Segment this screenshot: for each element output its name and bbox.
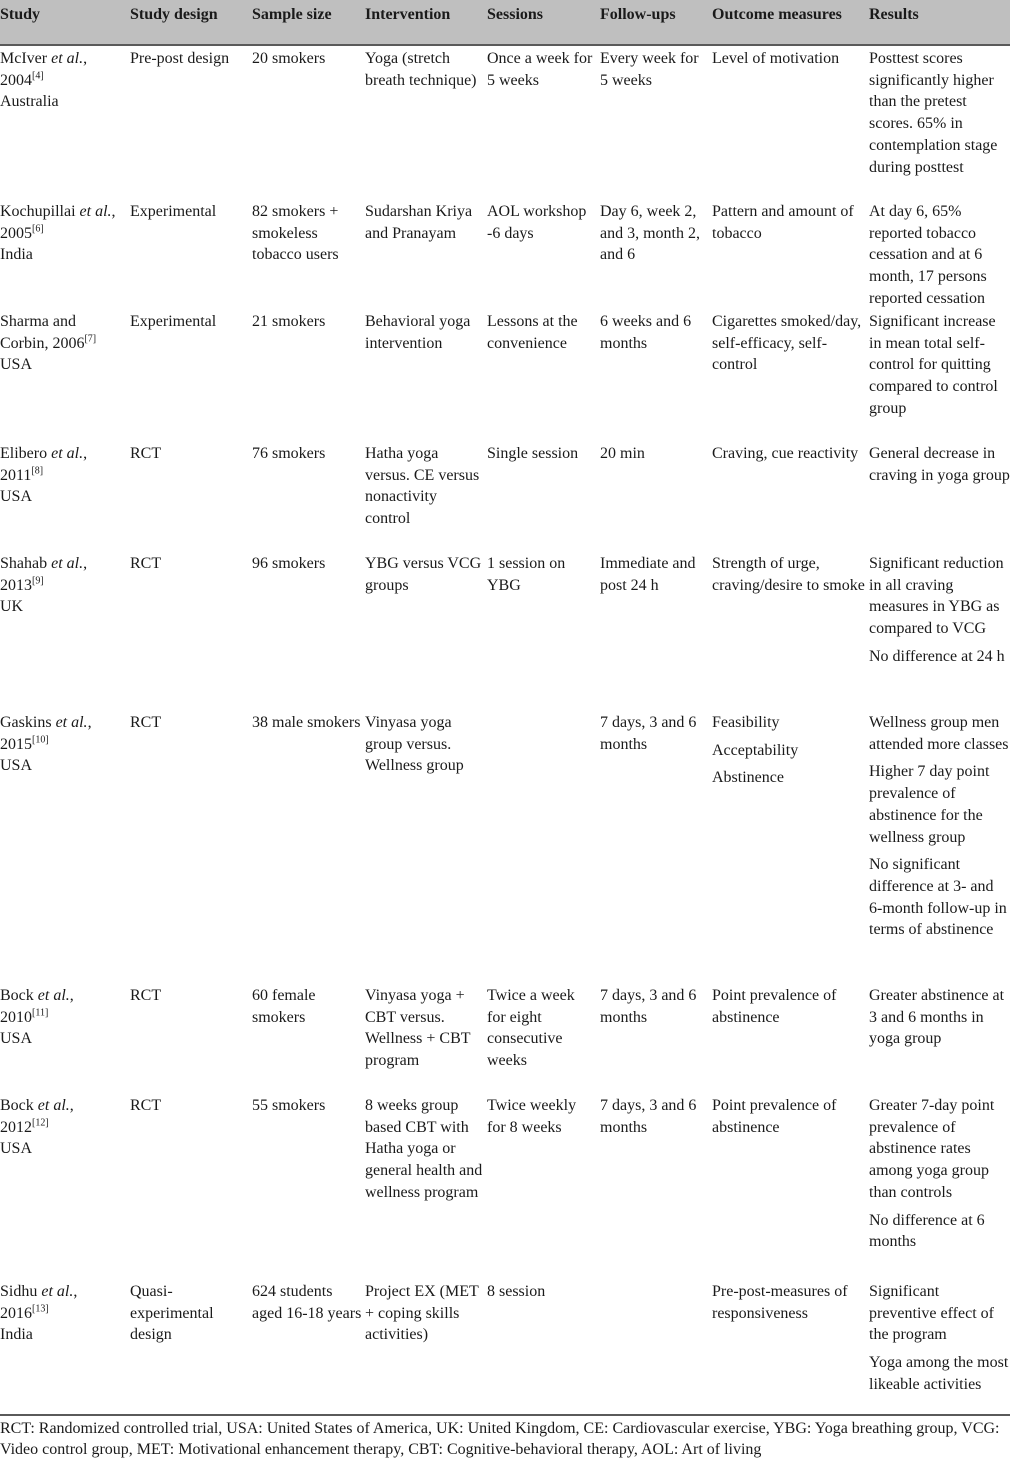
study-author bbox=[0, 48, 126, 91]
study-cell bbox=[0, 553, 126, 618]
reference-number: [11] bbox=[32, 1007, 49, 1019]
outcome-item: Level of motivation bbox=[712, 50, 840, 67]
outcome-item: Cigarettes smoked/day, self-efficacy, self-control bbox=[712, 313, 862, 374]
intervention-cell: Project EX (MET + coping skills activities) bbox=[365, 1283, 479, 1344]
result-item: Wellness group men attended more classes bbox=[869, 714, 1009, 753]
sample-size-cell: 38 male smokers bbox=[252, 714, 361, 731]
author-name: McIver bbox=[0, 50, 52, 67]
outcome-item: Point prevalence of abstinence bbox=[712, 1097, 837, 1136]
outcome-measures-cell bbox=[712, 1095, 866, 1138]
study-country: UK bbox=[0, 598, 24, 616]
result-item: No difference at 24 h bbox=[869, 647, 1005, 665]
intervention-cell: Hatha yoga versus. CE versus nonactivity control bbox=[365, 445, 480, 528]
author-year: , 2015 bbox=[0, 714, 92, 753]
results-cell bbox=[869, 985, 1010, 1050]
study-country: USA bbox=[0, 757, 33, 775]
study-design-cell: RCT bbox=[130, 445, 162, 462]
reference-number: [8] bbox=[31, 465, 44, 477]
results-cell bbox=[869, 1095, 1010, 1253]
result-item: Higher 7 day point prevalence of abstinence for the wellness group bbox=[869, 763, 990, 846]
follow-ups-cell: Day 6, week 2, and 3, month 2, and 6 bbox=[600, 203, 700, 264]
results-cell bbox=[869, 443, 1010, 486]
study-design-cell: RCT bbox=[130, 987, 162, 1004]
follow-ups-cell: 7 days, 3 and 6 months bbox=[600, 714, 697, 753]
author-name: Bock bbox=[0, 1097, 38, 1114]
study-cell bbox=[0, 1281, 126, 1346]
study-country: USA bbox=[0, 488, 33, 506]
results-cell bbox=[869, 553, 1010, 668]
author-name: Sharma and Corbin, 2006 bbox=[0, 313, 85, 352]
outcome-measures-cell bbox=[712, 712, 866, 789]
header-sessions: Sessions bbox=[487, 6, 544, 23]
sessions-cell: Single session bbox=[487, 445, 579, 462]
reference-number: [10] bbox=[32, 734, 49, 746]
study-cell bbox=[0, 1095, 126, 1160]
header-sample-size: Sample size bbox=[252, 6, 332, 23]
author-name: Gaskins bbox=[0, 714, 56, 731]
study-country: USA bbox=[0, 1030, 33, 1048]
intervention-cell: Sudarshan Kriya and Pranayam bbox=[365, 203, 473, 242]
results-cell bbox=[869, 712, 1010, 941]
result-item: General decrease in craving in yoga group bbox=[869, 445, 1010, 484]
author-etal: et al. bbox=[51, 50, 84, 67]
author-etal: et al. bbox=[37, 1097, 70, 1114]
follow-ups-cell: Immediate and post 24 h bbox=[600, 555, 696, 594]
sample-size-cell: 60 female smokers bbox=[252, 987, 316, 1026]
study-cell bbox=[0, 48, 126, 113]
result-item: No difference at 6 months bbox=[869, 1211, 985, 1251]
result-item: Greater abstinence at 3 and 6 months in yoga group bbox=[869, 987, 1005, 1048]
result-item: Significant reduction in all craving measures in YBG as compared to VCG bbox=[869, 555, 1004, 638]
author-etal: et al. bbox=[41, 1283, 74, 1300]
result-item: Posttest scores significantly higher than the pretest scores. 65% in contemplation stage during posttest bbox=[869, 50, 998, 176]
results-cell bbox=[869, 1281, 1010, 1396]
outcome-measures-cell bbox=[712, 443, 866, 465]
sessions-cell: Lessons at the convenience bbox=[487, 313, 578, 352]
sessions-cell: Once a week for 5 weeks bbox=[487, 50, 593, 89]
outcome-item: Feasibility bbox=[712, 714, 780, 731]
study-cell bbox=[0, 201, 126, 266]
author-name: Shahab bbox=[0, 555, 52, 572]
outcome-item: Point prevalence of abstinence bbox=[712, 987, 837, 1026]
sample-size-cell: 96 smokers bbox=[252, 555, 326, 572]
author-year: , 2010 bbox=[0, 987, 74, 1026]
study-cell bbox=[0, 985, 126, 1050]
study-author bbox=[0, 311, 126, 354]
author-name: Kochupillai bbox=[0, 203, 80, 220]
study-design-cell: Experimental bbox=[130, 313, 217, 330]
sessions-cell: 8 session bbox=[487, 1283, 546, 1300]
author-year: , 2013 bbox=[0, 555, 88, 594]
intervention-cell: Vinyasa yoga group versus. Wellness group bbox=[365, 714, 464, 775]
study-design-cell: RCT bbox=[130, 555, 162, 572]
study-country: USA bbox=[0, 1140, 33, 1158]
reference-number: [12] bbox=[32, 1117, 49, 1129]
sessions-cell: Twice a week for eight consecutive weeks bbox=[487, 987, 575, 1070]
header-rule bbox=[0, 44, 1010, 46]
study-cell bbox=[0, 311, 126, 376]
reference-number: [6] bbox=[32, 223, 44, 235]
intervention-cell: YBG versus VCG groups bbox=[365, 555, 482, 594]
outcome-item: Craving, cue reactivity bbox=[712, 445, 859, 462]
outcome-measures-cell bbox=[712, 311, 866, 376]
bottom-rule bbox=[0, 1414, 1010, 1416]
follow-ups-cell: 6 weeks and 6 months bbox=[600, 313, 692, 352]
outcome-measures-cell bbox=[712, 553, 866, 596]
result-item: At day 6, 65% reported tobacco cessation and at 6 month, 17 persons reported cessation bbox=[869, 203, 987, 307]
sample-size-cell: 82 smokers + smokeless tobacco users bbox=[252, 203, 339, 264]
header-study: Study bbox=[0, 6, 41, 23]
study-design-cell: Quasi-experimental design bbox=[130, 1283, 214, 1344]
follow-ups-cell: 7 days, 3 and 6 months bbox=[600, 987, 697, 1026]
outcome-measures-cell bbox=[712, 1281, 866, 1324]
intervention-cell: 8 weeks group based CBT with Hatha yoga or general health and wellness program bbox=[365, 1097, 483, 1201]
author-year: , 2016 bbox=[0, 1283, 78, 1322]
author-etal: et al. bbox=[51, 445, 84, 462]
header-intervention: Intervention bbox=[365, 6, 451, 23]
outcome-item: Pattern and amount of tobacco bbox=[712, 203, 854, 242]
study-author bbox=[0, 553, 126, 596]
study-author bbox=[0, 1281, 126, 1324]
follow-ups-cell: 7 days, 3 and 6 months bbox=[600, 1097, 697, 1136]
author-year: , 2005 bbox=[0, 203, 116, 242]
table-header bbox=[0, 0, 1010, 44]
study-country: India bbox=[0, 1326, 33, 1344]
header-results: Results bbox=[869, 6, 919, 23]
sample-size-cell: 55 smokers bbox=[252, 1097, 326, 1114]
results-cell bbox=[869, 201, 1010, 310]
header-outcome-measures: Outcome measures bbox=[712, 6, 842, 23]
sample-size-cell: 21 smokers bbox=[252, 313, 326, 330]
sample-size-cell: 624 students aged 16-18 years bbox=[252, 1283, 362, 1322]
author-etal: et al. bbox=[37, 987, 70, 1004]
reference-number: [4] bbox=[32, 70, 44, 82]
sessions-cell: 1 session on YBG bbox=[487, 555, 566, 594]
sessions-cell: Twice weekly for 8 weeks bbox=[487, 1097, 577, 1136]
author-name: Sidhu bbox=[0, 1283, 42, 1300]
result-item: Significant preventive effect of the program bbox=[869, 1283, 994, 1344]
reference-number: [13] bbox=[32, 1303, 49, 1315]
study-country: Australia bbox=[0, 93, 59, 111]
outcome-item: Pre-post-measures of responsiveness bbox=[712, 1283, 848, 1322]
study-country: USA bbox=[0, 356, 33, 374]
outcome-item: Acceptability bbox=[712, 741, 799, 759]
reference-number: [7] bbox=[84, 333, 97, 345]
outcome-measures-cell bbox=[712, 201, 866, 244]
result-item: Yoga among the most likeable activities bbox=[869, 1354, 1009, 1393]
intervention-cell: Vinyasa yoga + CBT versus. Wellness + CBT program bbox=[365, 987, 471, 1070]
follow-ups-cell: Every week for 5 weeks bbox=[600, 50, 699, 89]
study-design-cell: Pre-post design bbox=[130, 50, 230, 67]
author-year: , 2012 bbox=[0, 1097, 74, 1136]
sessions-cell: AOL workshop -6 days bbox=[487, 203, 587, 242]
study-author bbox=[0, 985, 126, 1028]
study-country: India bbox=[0, 246, 33, 264]
intervention-cell: Yoga (stretch breath technique) bbox=[365, 50, 477, 89]
result-item: Greater 7-day point prevalence of abstinence rates among yoga group than controls bbox=[869, 1097, 995, 1201]
results-cell bbox=[869, 48, 1010, 178]
study-cell bbox=[0, 443, 126, 508]
result-item: No significant difference at 3- and 6-month follow-up in terms of abstinence bbox=[869, 856, 1007, 939]
author-name: Elibero bbox=[0, 445, 52, 462]
study-design-cell: Experimental bbox=[130, 203, 217, 220]
result-item: Significant increase in mean total self-control for quitting compared to control group bbox=[869, 313, 998, 417]
intervention-cell: Behavioral yoga intervention bbox=[365, 313, 471, 352]
results-cell bbox=[869, 311, 1010, 420]
study-author bbox=[0, 443, 126, 486]
outcome-measures-cell bbox=[712, 48, 866, 70]
sample-size-cell: 20 smokers bbox=[252, 50, 326, 67]
header-follow-ups: Follow-ups bbox=[600, 6, 676, 23]
outcome-measures-cell bbox=[712, 985, 866, 1028]
author-etal: et al. bbox=[51, 555, 84, 572]
study-author bbox=[0, 712, 126, 755]
sample-size-cell: 76 smokers bbox=[252, 445, 326, 462]
footnote: RCT: Randomized controlled trial, USA: United States of America, UK: United Kingdom, CE: Cardiovascular exercise, YBG: Yoga breathing group, VCG: Video control group, MET: Motivational enhancement therapy, CBT: Cognitive-behavioral therapy, AOL: Art of living bbox=[0, 1420, 1000, 1458]
study-author bbox=[0, 201, 126, 244]
author-year: , 2011 bbox=[0, 445, 88, 484]
follow-ups-cell: 20 min bbox=[600, 445, 645, 462]
study-author bbox=[0, 1095, 126, 1138]
study-design-cell: RCT bbox=[130, 714, 162, 731]
study-design-cell: RCT bbox=[130, 1097, 162, 1114]
reference-number: [9] bbox=[32, 575, 44, 587]
author-year: , 2004 bbox=[0, 50, 88, 89]
outcome-item: Abstinence bbox=[712, 769, 784, 787]
header-study-design: Study design bbox=[130, 6, 218, 23]
outcome-item: Strength of urge, craving/desire to smoke bbox=[712, 555, 865, 594]
study-cell bbox=[0, 712, 126, 777]
author-etal: et al. bbox=[79, 203, 112, 220]
author-etal: et al. bbox=[55, 714, 88, 731]
author-name: Bock bbox=[0, 987, 38, 1004]
